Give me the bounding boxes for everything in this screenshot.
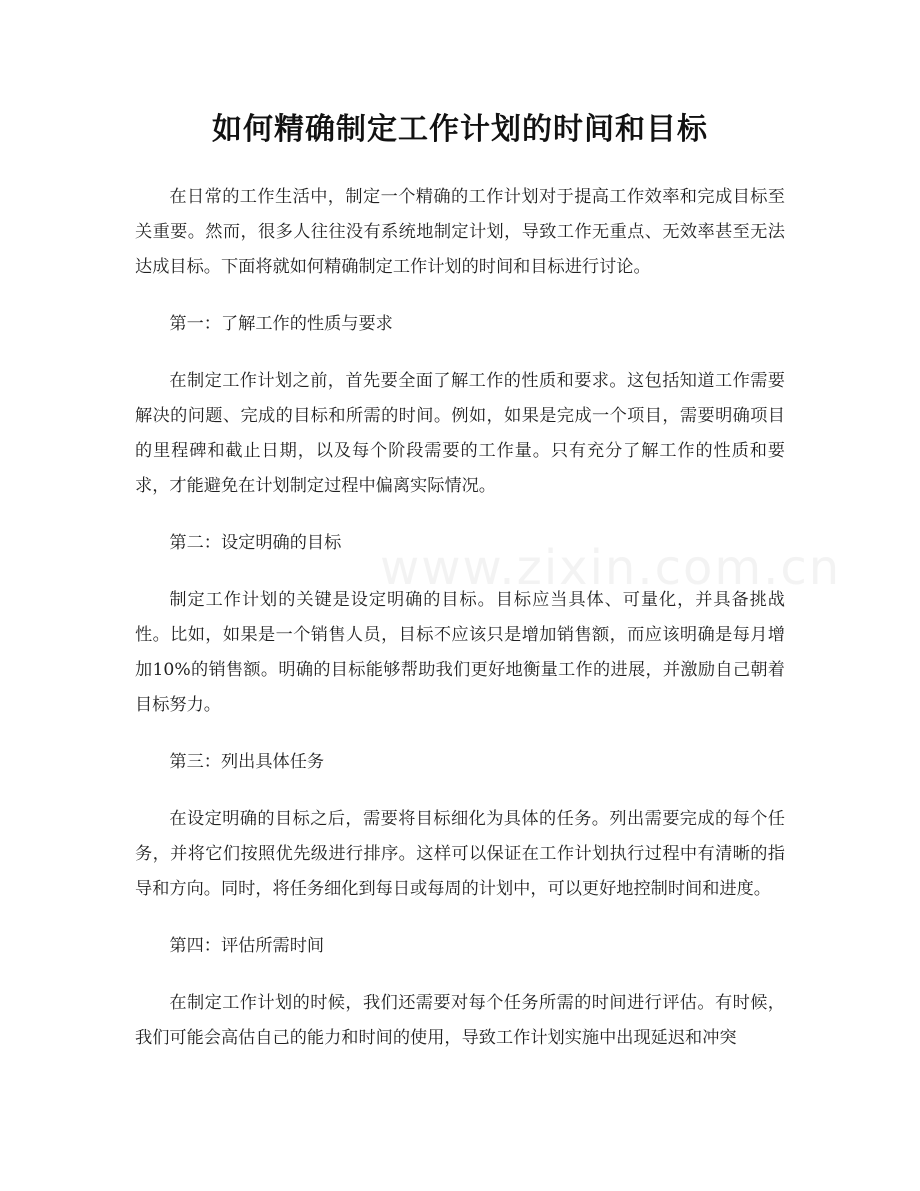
section-paragraph-4: 在制定工作计划的时候，我们还需要对每个任务所需的时间进行评估。有时候，我们可能会高估自己的能力和时间的使用，导致工作计划实施中出现延迟和冲突: [135, 993, 785, 1048]
intro-paragraph: 在日常的工作生活中，制定一个精确的工作计划对于提高工作效率和完成目标至关重要。然而，很多人往往没有系统地制定计划，导致工作无重点、无效率甚至无法达成目标。下面将就如何精确制定工作计划的时间和目标进行讨论。: [135, 187, 785, 277]
section-paragraph-1: 在制定工作计划之前，首先要全面了解工作的性质和要求。这包括知道工作需要解决的问题、完成的目标和所需的时间。例如，如果是完成一个项目，需要明确项目的里程碑和截止日期，以及每个阶段需要的工作量。只有充分了解工作的性质和要求，才能避免在计划制定过程中偏离实际情况。: [135, 371, 785, 496]
section-heading-2: 第二：设定明确的目标: [169, 533, 342, 553]
section-heading-3: 第三：列出具体任务: [169, 752, 325, 772]
section-paragraph-2: 制定工作计划的关键是设定明确的目标。目标应当具体、可量化，并具备挑战性。比如，如果是一个销售人员，目标不应该只是增加销售额，而应该明确是每月增加10%的销售额。明确的目标能够帮助我们更好地衡量工作的进展，并激励自己朝着目标努力。: [135, 590, 785, 715]
section-paragraph-3: 在设定明确的目标之后，需要将目标细化为具体的任务。列出需要完成的每个任务，并将它们按照优先级进行排序。这样可以保证在工作计划执行过程中有清晰的指导和方向。同时，将任务细化到每日或每周的计划中，可以更好地控制时间和进度。: [135, 809, 785, 899]
section-heading-1: 第一：了解工作的性质与要求: [169, 314, 393, 334]
page-title: 如何精确制定工作计划的时间和目标: [212, 112, 708, 147]
document-body: [135, 180, 785, 1078]
section-heading-4: 第四：评估所需时间: [169, 936, 325, 956]
watermark: www.zixin.com.cn: [380, 540, 842, 596]
